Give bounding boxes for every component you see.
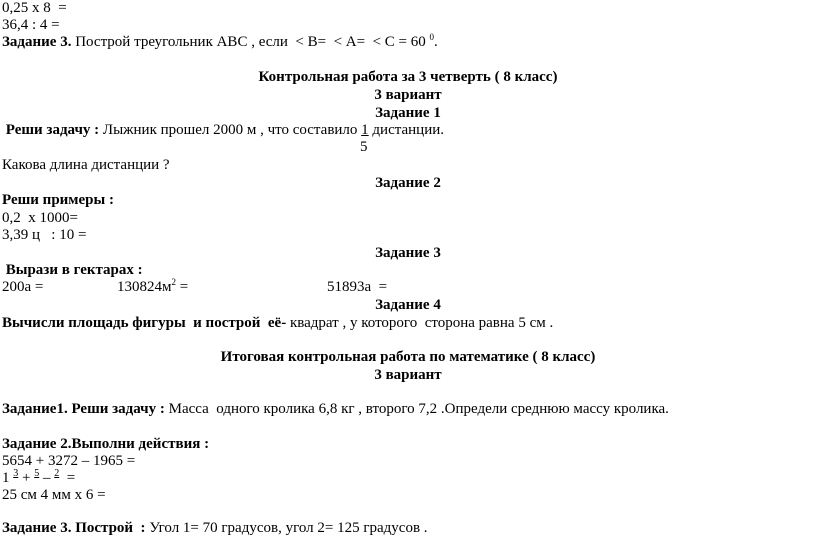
final-variant: 3 вариант	[374, 367, 442, 383]
variant3-z3-a: 200а =	[2, 279, 44, 295]
variant3-title: Контрольная работа за 3 четверть ( 8 класс)	[258, 69, 558, 85]
final-z2-ex2: 1 $^3$ + $^5$ – $^2$ =	[2, 468, 76, 486]
task3-text: Построй треугольник АВС , если < В= < А= < С = 60	[71, 34, 430, 50]
task3-end: .	[434, 34, 438, 50]
final-z2-label: Задание 2.Выполни действия :	[2, 436, 210, 452]
final-z1-line: Задание1. Реши задачу : Масса одного кролика 6,8 кг , второго 7,2 .Определи среднюю массу кролика.	[2, 401, 669, 417]
task3-label: Задание 3.	[2, 34, 72, 50]
variant3-z2-title: Задание 2	[375, 175, 441, 191]
variant3-z1-line: Реши задачу : Лыжник прошел 2000 м , что составило 1 дистанции.	[2, 122, 444, 138]
variant3-z4-title: Задание 4	[375, 297, 441, 313]
example-line-2: 36,4 : 4 =	[2, 17, 60, 33]
variant3-z2-ex2: 3,39 ц : 10 =	[2, 227, 87, 243]
variant3-number: 3 вариант	[374, 87, 442, 103]
final-title: Итоговая контрольная работа по математике ( 8 класс)	[220, 349, 596, 365]
final-z3-line: Задание 3. Построй : Угол 1= 70 градусов, угол 2= 125 градусов .	[2, 520, 428, 536]
task3-line	[2, 34, 438, 51]
variant3-z3-title: Задание 3	[375, 245, 441, 261]
variant3-z3-b: $130824м^2$ =	[117, 277, 189, 295]
variant3-z2-ex1: 0,2 х 1000=	[2, 210, 78, 226]
variant3-z3-label: Вырази в гектарах :	[2, 262, 143, 278]
variant3-z1-question: Какова длина дистанции ?	[2, 157, 170, 173]
example-line-1: 0,25 х 8 =	[2, 0, 67, 16]
final-z2-ex1: 5654 + 3272 – 1965 =	[2, 453, 136, 469]
z1-label: Реши задачу :	[2, 122, 100, 138]
variant3-z2-label: Реши примеры :	[2, 192, 114, 208]
degree-sup: 0	[429, 32, 434, 42]
fraction-denominator: 5	[360, 139, 368, 155]
variant3-z1-title: Задание 1	[375, 105, 441, 121]
final-z2-ex3: 25 см 4 мм х 6 =	[2, 487, 106, 503]
variant3-z3-c: 51893а =	[327, 279, 388, 295]
variant3-z4-line: Вычисли площадь фигуры и построй её- квадрат , у которого сторона равна 5 см .	[2, 315, 554, 331]
fraction-numerator: 1	[361, 122, 369, 138]
